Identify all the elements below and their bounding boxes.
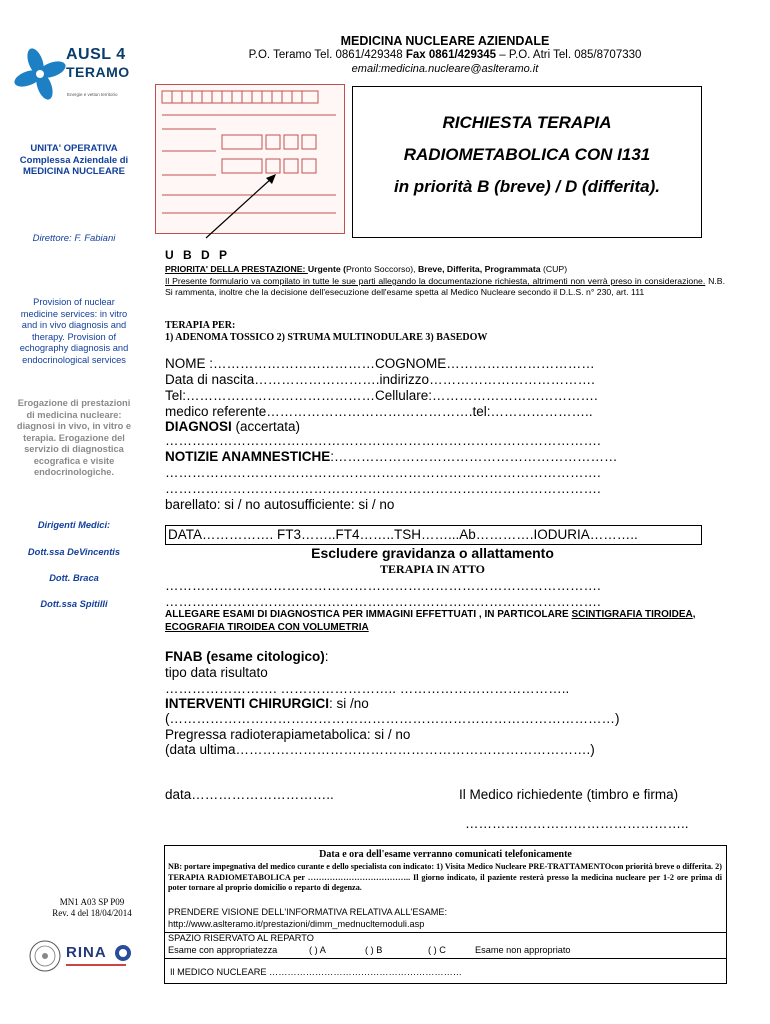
interventi-choice: : si /no (329, 696, 369, 711)
sidebar-it-line: Erogazione di prestazioni (17, 398, 131, 408)
priority-codes: U B D P (165, 248, 231, 262)
diagnosi-label: DIAGNOSI (165, 419, 232, 434)
priority-label: PRIORITA' DELLA PRESTAZIONE: (165, 264, 308, 274)
header-email[interactable]: email:medicina.nucleare@aslteramo.it (351, 63, 539, 75)
header-phones (210, 49, 680, 61)
attach-sep: , (692, 609, 696, 620)
current-therapy-heading: TERAPIA IN ATTO (380, 562, 485, 576)
document-code (42, 897, 142, 919)
diagnosi-heading (165, 419, 300, 434)
sidebar-en-line: and in vivo diagnosis and (21, 320, 127, 330)
fnab-label: FNAB (esame citologico) (165, 649, 325, 664)
medico-referente-field[interactable]: medico referente……………………………………….tel:………………….. (165, 404, 593, 419)
signature-field[interactable]: ………………………………………….. (465, 816, 689, 831)
rina-text: RINA (66, 944, 107, 961)
data-ultima-field[interactable]: (data ultima…………………………………………………………………….) (165, 742, 595, 757)
certification-seal-icon (28, 938, 62, 974)
notizie-dots: :……………………………………………………… (330, 449, 618, 464)
sidebar-it-line: ecografica e visite (33, 455, 115, 466)
appropriateness-label: Esame con appropriatezza (168, 945, 278, 955)
document-revision: Rev. 4 del 18/04/2014 (52, 908, 132, 918)
sidebar-unit-line: MEDICINA NUCLEARE (22, 166, 126, 177)
title-line: RADIOMETABOLICA CON I131 (403, 145, 651, 164)
priority-line (165, 264, 725, 275)
notizie-label: NOTIZIE ANAMNESTICHE (165, 449, 331, 464)
interventi-field[interactable] (165, 696, 369, 711)
fnab-field[interactable]: ……………………. …………………….. ……………………………….. (165, 681, 570, 696)
communication-box (164, 845, 727, 984)
request-title-box (352, 86, 702, 238)
sidebar-en-line: therapy. Provision of (31, 331, 117, 342)
logo-tagline: Energie e vettun territorio (67, 92, 118, 97)
interventi-label: INTERVENTI CHIRURGICI (165, 696, 330, 711)
nuclear-doctor-signature-field[interactable]: Il MEDICO NUCLEARE ……………………………………………………… (170, 967, 462, 977)
lab-values-row[interactable]: DATA……………. FT3……..FT4……..TSH……...Ab………….IODURIA……….. (165, 525, 702, 545)
nascita-indirizzo-field[interactable]: Data di nascita……………………….indirizzo………………………………. (165, 372, 595, 387)
certification-mark-icon (114, 944, 132, 962)
sidebar-it-line: endocrinologiche. (33, 467, 115, 477)
sidebar-unit-line: Complessa Aziendale di (19, 154, 129, 166)
instructions-underlined: Il Presente formulario va compilato in tutte le sue parti allegando la documentazione richiesta, altrimenti non verrà preso in considerazione. (165, 276, 706, 286)
pointer-arrow-icon (200, 170, 280, 242)
attach-imaging-note (165, 608, 725, 634)
communication-nb: NB: portare impegnativa del medico curante e dello specialista con indicato: 1) Visita Medico Nucleare PRE-TRATTAMENTOcon priorità breve o differita. 2) TERAPIA RADIOMETABOLICA per ……………………………….. Il giorno indicato, il paziente resterà presso la medicina nucleare per 1-2 ore prima di poter tornare al proprio domicilio o reparto di degenza. (168, 862, 722, 892)
sidebar-en-line: Provision of nuclear (33, 297, 115, 307)
sidebar-services-en (4, 297, 144, 366)
priority-urgent: Urgente ( (307, 264, 346, 274)
fnab-heading (165, 649, 329, 664)
header-phone-atri: – P.O. Atri Tel. 085/8707330 (496, 49, 642, 61)
reparto-label: SPAZIO RISERVATO AL REPARTO (168, 933, 314, 943)
sidebar-it-line: terapia. Erogazione del (23, 432, 125, 443)
informativa-label: PRENDERE VISIONE DELL'INFORMATIVA RELATIVA ALL'ESAME: (168, 907, 448, 917)
diagnosi-field[interactable]: ……………………………………………………………………………………. (165, 433, 601, 448)
sidebar-it-line: di medicina nucleare: (26, 409, 122, 420)
fnab-subheading: tipo data risultato (165, 665, 268, 680)
title-line: in priorità B (breve) / D (differita). (393, 177, 661, 196)
sidebar-doctor: Dott.ssa DeVincentis (27, 547, 121, 557)
sidebar-en-line: medicine services: in vitro (20, 308, 128, 319)
tel-cellulare-field[interactable]: Tel:……………………………………Cellulare:………………………………. (165, 388, 598, 403)
sidebar-services-it (4, 398, 144, 479)
attach-ecografia: ECOGRAFIA TIROIDEA CON VOLUMETRIA (165, 622, 369, 633)
instructions-rest: N.B. Si rammenta, inoltre che la decisione dell'esecuzione dell'esame spetta al Medico Nucleare secondo il D.L.S. n° 230, art. 111 (165, 276, 726, 297)
instructions-note (165, 276, 725, 297)
interventi-details-field[interactable]: (………………………………………………………………………………………) (165, 711, 620, 726)
sidebar-doctor: Dott.ssa Spitilli (40, 599, 108, 609)
sidebar-dirigenti-label: Dirigenti Medici: (37, 520, 111, 530)
rina-certification-logo (28, 934, 136, 978)
header-title: MEDICINA NUCLEARE AZIENDALE (340, 34, 550, 48)
sidebar-en-line: endocrinological services (22, 354, 126, 365)
attach-text: ALLEGARE ESAMI DI DIAGNOSTICA PER IMMAGINI EFFETTUATI , IN PARTICOLARE (165, 609, 572, 620)
sidebar-it-line: diagnosi in vivo, in vitro e (16, 421, 132, 431)
sidebar-en-line: echography diagnosis and (19, 343, 129, 353)
current-therapy-field[interactable]: ……………………………………………………………………………………. (165, 578, 601, 593)
header-phone-teramo: P.O. Teramo Tel. 0861/429348 (248, 49, 406, 61)
priority-cup: (CUP) (540, 264, 568, 274)
ausl-logo-icon (10, 44, 70, 104)
not-appropriate-checkbox[interactable]: Esame non appropriato (475, 945, 571, 955)
pregressa-field[interactable]: Pregressa radioterapiametabolica: si / no (165, 727, 411, 742)
logo-text-ausl: AUSL 4 (66, 46, 126, 63)
therapy-for-label: TERAPIA PER: (165, 320, 236, 331)
notizie-field[interactable]: ……………………………………………………………………………………. (165, 465, 601, 480)
pregnancy-warning: Escludere gravidanza o allattamento (311, 545, 554, 561)
therapy-for (165, 320, 487, 344)
therapy-options[interactable]: 1) ADENOMA TOSSICO 2) STRUMA MULTINODULARE 3) BASEDOW (165, 332, 488, 343)
date-signature-field[interactable]: data………………………….. (165, 787, 334, 802)
option-b-checkbox[interactable]: ( ) B (365, 945, 383, 955)
communication-title: Data e ora dell'esame verranno comunicati telefonicamente (319, 849, 572, 860)
sidebar-it-line: servizio di diagnostica (24, 444, 124, 454)
header-fax: Fax 0861/429345 (405, 49, 497, 61)
priority-ps: Pronto Soccorso), (345, 264, 418, 274)
cert-red-bar (66, 964, 126, 966)
informativa-link[interactable]: http://www.aslteramo.it/prestazioni/dimm_mednucltemoduli.asp (168, 919, 425, 929)
fnab-colon: : (324, 649, 329, 664)
current-therapy-field[interactable]: ……………………………………………………………………………………. (165, 594, 601, 609)
option-c-checkbox[interactable]: ( ) C (428, 945, 446, 955)
requesting-doctor-label: Il Medico richiedente (timbro e firma) (459, 787, 679, 802)
document-code-line: MN1 A03 SP P09 (59, 897, 125, 907)
sidebar-director: Direttore: F. Fabiani (32, 233, 116, 244)
sidebar-doctor: Dott. Braca (49, 573, 99, 583)
title-line: RICHIESTA TERAPIA (442, 113, 612, 132)
option-a-checkbox[interactable]: ( ) A (309, 945, 326, 955)
sidebar-unit-line: UNITA' OPERATIVA (30, 143, 118, 154)
attach-scintigrafia: SCINTIGRAFIA TIROIDEA (571, 609, 693, 620)
diagnosi-suffix: (accertata) (231, 419, 301, 434)
box-divider (165, 958, 726, 959)
nome-cognome-field[interactable]: NOME :………………………………COGNOME…………………………… (165, 356, 595, 371)
sidebar-unit (4, 143, 144, 178)
logo-text-teramo: TERAMO (66, 64, 130, 80)
barellato-field[interactable]: barellato: si / no autosufficiente: si / no (165, 497, 395, 512)
notizie-field[interactable]: ……………………………………………………………………………………. (165, 481, 601, 496)
notizie-heading[interactable] (165, 449, 618, 464)
priority-other: Breve, Differita, Programmata (417, 264, 541, 274)
